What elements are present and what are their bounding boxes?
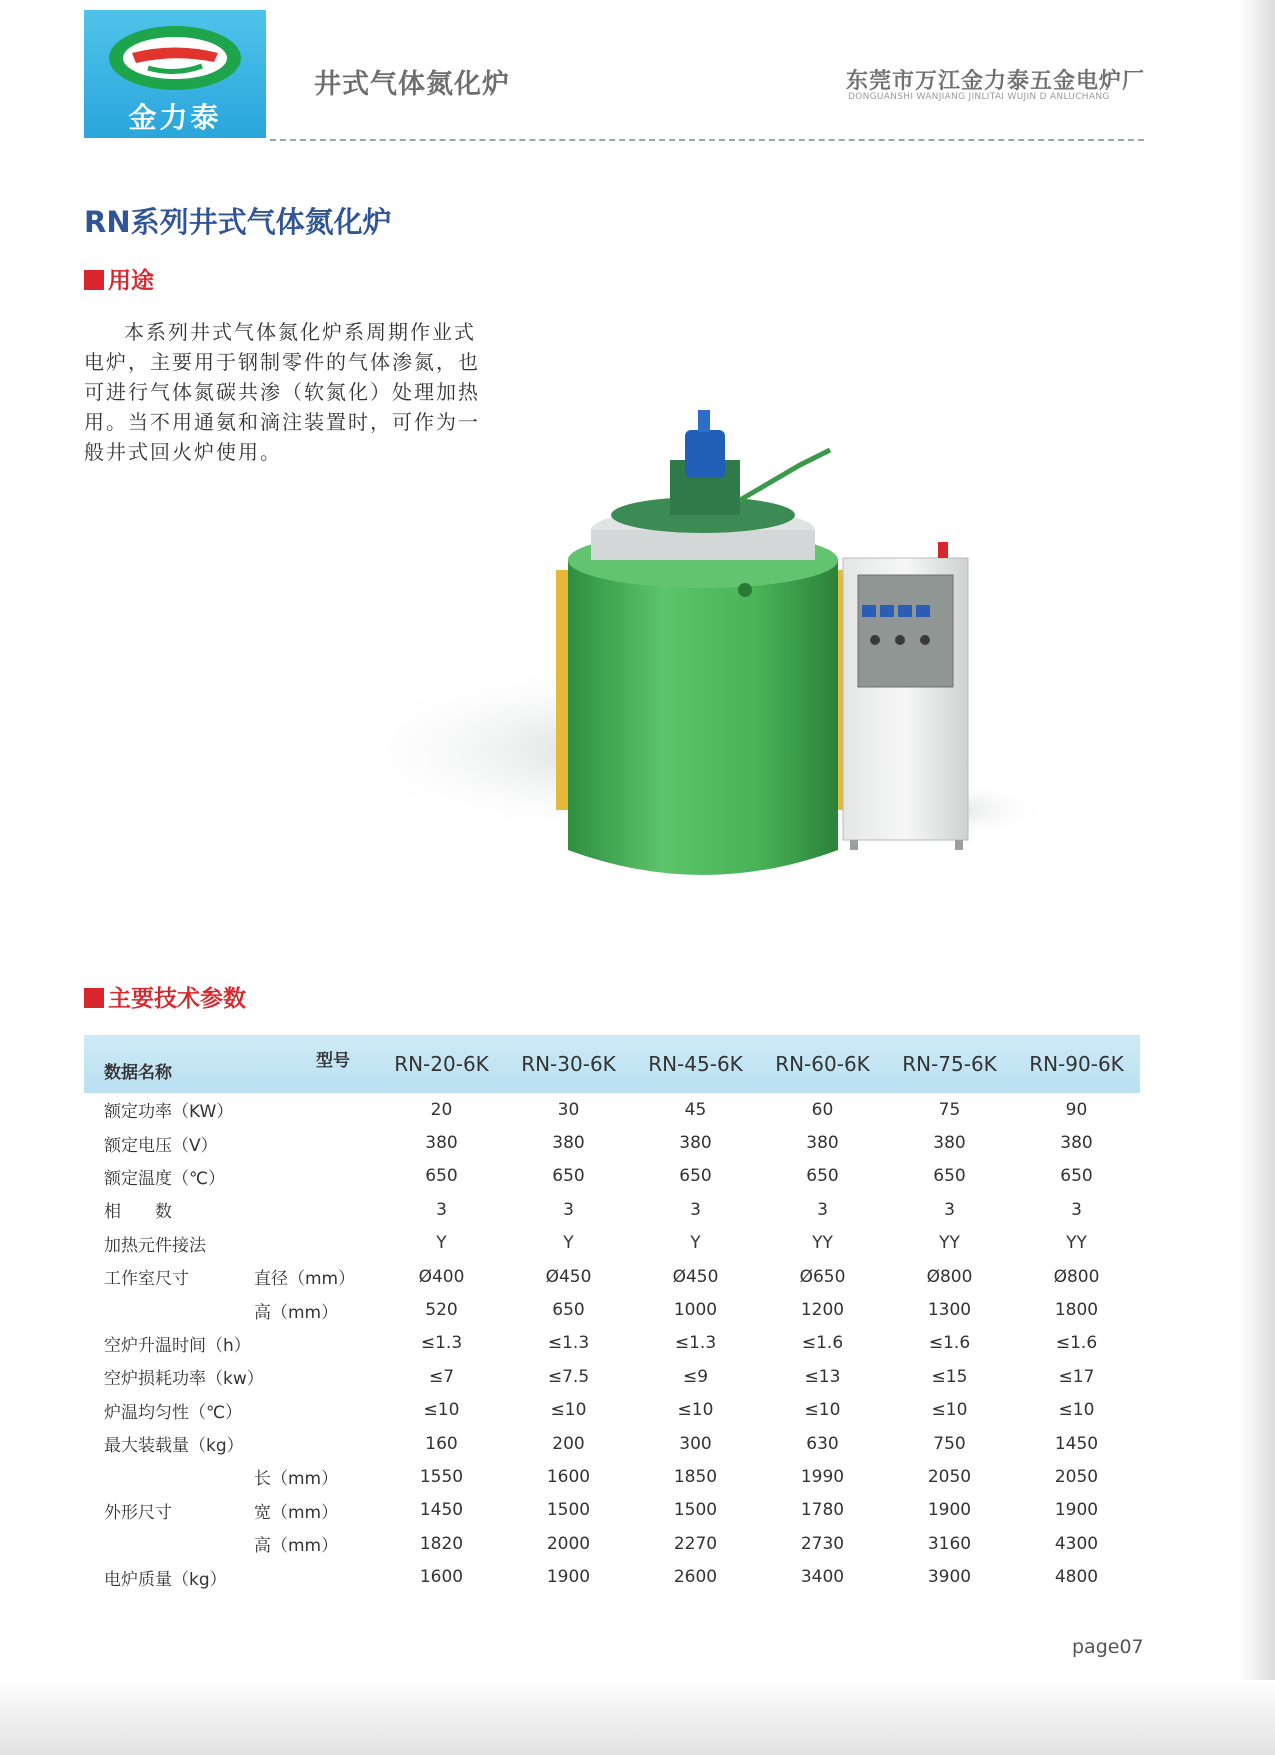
header-title: 井式气体氮化炉 xyxy=(314,69,510,100)
model-header: RN-30-6K xyxy=(521,1052,616,1076)
page-bottom-shadow xyxy=(0,1680,1275,1755)
spec-value: 3900 xyxy=(927,1567,972,1588)
spec-value: ≤1.3 xyxy=(547,1333,590,1354)
spec-value: 380 xyxy=(425,1133,458,1154)
spec-value: 650 xyxy=(552,1166,585,1187)
spec-value: 1550 xyxy=(419,1466,464,1487)
spec-value: 1600 xyxy=(419,1567,464,1588)
spec-value: Y xyxy=(690,1233,701,1254)
spec-sublabel: 长（mm） xyxy=(254,1469,339,1490)
model-header: RN-90-6K xyxy=(1029,1052,1124,1076)
spec-value: 1450 xyxy=(1054,1433,1099,1454)
spec-value: ≤1.3 xyxy=(420,1333,463,1354)
spec-value: Ø450 xyxy=(545,1266,592,1287)
spec-value: 90 xyxy=(1065,1099,1088,1120)
spec-label: 空炉升温时间（h） xyxy=(104,1335,251,1356)
spec-value: ≤10 xyxy=(931,1400,968,1421)
spec-label xyxy=(84,1527,244,1560)
spec-value: 380 xyxy=(933,1133,966,1154)
spec-value: 1500 xyxy=(546,1500,591,1521)
spec-value: 200 xyxy=(552,1433,585,1454)
spec-row xyxy=(84,1327,1140,1360)
section-marker-icon xyxy=(84,988,104,1008)
spec-label: 额定温度（℃） xyxy=(104,1168,226,1189)
spec-value: 3 xyxy=(944,1199,955,1220)
spec-value: 4300 xyxy=(1054,1533,1099,1554)
spec-label xyxy=(84,1460,244,1493)
spec-value: ≤10 xyxy=(1058,1400,1095,1421)
spec-value: 1780 xyxy=(800,1500,845,1521)
spec-value: 3 xyxy=(1071,1199,1082,1220)
spec-value: Ø800 xyxy=(1053,1266,1100,1287)
table-corner-header xyxy=(84,1035,378,1093)
spec-row xyxy=(84,1360,1140,1393)
spec-sublabel: 高（mm） xyxy=(254,1302,339,1323)
spec-value: 30 xyxy=(557,1099,580,1120)
spec-value: Ø800 xyxy=(926,1266,973,1287)
spec-value: YY xyxy=(1066,1233,1087,1254)
spec-value: 20 xyxy=(430,1099,453,1120)
spec-sublabel xyxy=(244,1227,378,1260)
spec-value: 1820 xyxy=(419,1533,464,1554)
spec-value: Ø650 xyxy=(799,1266,846,1287)
spec-value: ≤1.6 xyxy=(928,1333,971,1354)
spec-sublabel xyxy=(244,1427,378,1460)
spec-value: 3 xyxy=(817,1199,828,1220)
spec-value: 60 xyxy=(811,1099,834,1120)
spec-sublabel xyxy=(244,1126,378,1159)
spec-label xyxy=(84,1293,244,1326)
section-marker-icon xyxy=(84,270,104,290)
spec-label: 工作室尺寸 xyxy=(104,1269,189,1290)
spec-value: 380 xyxy=(552,1133,585,1154)
spec-value: 650 xyxy=(933,1166,966,1187)
spec-value: 380 xyxy=(1060,1133,1093,1154)
spec-value: 2600 xyxy=(673,1567,718,1588)
spec-value: 3 xyxy=(436,1199,447,1220)
spec-value: 650 xyxy=(679,1166,712,1187)
spec-sublabel xyxy=(244,1560,378,1593)
spec-row xyxy=(84,1527,1140,1560)
spec-sublabel: 直径（mm） xyxy=(254,1269,356,1290)
spec-value: ≤10 xyxy=(423,1400,460,1421)
spec-value: ≤13 xyxy=(804,1366,841,1387)
spec-value: 650 xyxy=(552,1300,585,1321)
spec-table-body xyxy=(84,1093,1140,1594)
section-usage-heading xyxy=(84,262,154,295)
usage-description: 本系列井式气体氮化炉系周期作业式电炉，主要用于钢制零件的气体渗氮，也可进行气体氮碳共渗（软氮化）处理加热用。当不用通氨和滴注装置时，可作为一般井式回火炉使用。 xyxy=(84,320,480,464)
spec-label: 空炉损耗功率（kw） xyxy=(104,1369,264,1390)
spec-row xyxy=(84,1227,1140,1260)
spec-value: ≤10 xyxy=(677,1400,714,1421)
spec-value: YY xyxy=(939,1233,960,1254)
spec-value: ≤10 xyxy=(804,1400,841,1421)
spec-value: 160 xyxy=(425,1433,458,1454)
spec-row xyxy=(84,1260,1140,1293)
spec-label: 相 数 xyxy=(104,1202,172,1223)
spec-value: 1990 xyxy=(800,1466,845,1487)
spec-value: 1600 xyxy=(546,1466,591,1487)
spec-value: 630 xyxy=(806,1433,839,1454)
spec-row xyxy=(84,1427,1140,1460)
furnace-body xyxy=(556,410,850,875)
spec-value: 1900 xyxy=(1054,1500,1099,1521)
spec-value: ≤10 xyxy=(550,1400,587,1421)
spec-value: 1800 xyxy=(1054,1300,1099,1321)
spec-value: Y xyxy=(436,1233,447,1254)
spec-value: 380 xyxy=(679,1133,712,1154)
column-label-model: 型号 xyxy=(316,1051,350,1071)
section-specs-heading xyxy=(84,980,246,1013)
spec-table xyxy=(84,1035,1140,1594)
spec-value: ≤1.3 xyxy=(674,1333,717,1354)
spec-row xyxy=(84,1560,1140,1593)
spec-value: 520 xyxy=(425,1300,458,1321)
spec-value: 4800 xyxy=(1054,1567,1099,1588)
spec-value: ≤7.5 xyxy=(547,1366,590,1387)
logo-text: 金力泰 xyxy=(128,101,222,134)
company-name-en: DONGUANSHI WANJIANG JINLITAI WUJIN D ANLUCHANG xyxy=(848,92,1110,102)
spec-label: 电炉质量（kg） xyxy=(104,1569,227,1590)
spec-value: ≤1.6 xyxy=(1055,1333,1098,1354)
model-header: RN-60-6K xyxy=(775,1052,870,1076)
spec-label: 加热元件接法 xyxy=(104,1235,206,1256)
spec-sublabel xyxy=(244,1160,378,1193)
spec-value: 650 xyxy=(1060,1166,1093,1187)
spec-sublabel xyxy=(244,1193,378,1226)
spec-sublabel xyxy=(244,1394,378,1427)
spec-value: 2000 xyxy=(546,1533,591,1554)
spec-value: 380 xyxy=(806,1133,839,1154)
spec-row xyxy=(84,1193,1140,1226)
spec-value: Ø400 xyxy=(418,1266,465,1287)
spec-value: ≤7 xyxy=(428,1366,455,1387)
spec-sublabel xyxy=(244,1093,378,1126)
spec-value: 650 xyxy=(425,1166,458,1187)
spec-sublabel xyxy=(244,1327,378,1360)
spec-label: 炉温均匀性（℃） xyxy=(104,1402,243,1423)
spec-sublabel xyxy=(244,1360,378,1393)
section-usage-label: 用途 xyxy=(108,268,154,294)
model-header: RN-45-6K xyxy=(648,1052,743,1076)
spec-row xyxy=(84,1494,1140,1527)
spec-value: 2050 xyxy=(1054,1466,1099,1487)
spec-value: Ø450 xyxy=(672,1266,719,1287)
control-cabinet xyxy=(843,542,968,850)
spec-value: 1000 xyxy=(673,1300,718,1321)
spec-row xyxy=(84,1460,1140,1493)
spec-value: 1850 xyxy=(673,1466,718,1487)
spec-row xyxy=(84,1293,1140,1326)
spec-table-header xyxy=(84,1035,1140,1093)
spec-sublabel: 宽（mm） xyxy=(254,1502,339,1523)
header-divider xyxy=(270,139,1144,141)
spec-row xyxy=(84,1126,1140,1159)
page-title: RN系列井式气体氮化炉 xyxy=(84,205,392,239)
spec-value: 2730 xyxy=(800,1533,845,1554)
spec-value: 2050 xyxy=(927,1466,972,1487)
spec-value: 3 xyxy=(690,1199,701,1220)
spec-value: ≤1.6 xyxy=(801,1333,844,1354)
spec-sublabel: 高（mm） xyxy=(254,1536,339,1557)
company-logo xyxy=(84,10,266,138)
spec-value: 300 xyxy=(679,1433,712,1454)
spec-value: 1900 xyxy=(546,1567,591,1588)
spec-value: 3160 xyxy=(927,1533,972,1554)
spec-row xyxy=(84,1160,1140,1193)
section-specs-label: 主要技术参数 xyxy=(108,986,246,1012)
spec-value: 75 xyxy=(938,1099,961,1120)
furnace-product-image xyxy=(330,410,1130,930)
spec-value: 3 xyxy=(563,1199,574,1220)
page-number: page07 xyxy=(1072,1636,1144,1658)
model-header: RN-20-6K xyxy=(394,1052,489,1076)
spec-row xyxy=(84,1093,1140,1126)
spec-value: 650 xyxy=(806,1166,839,1187)
spec-value: 2270 xyxy=(673,1533,718,1554)
spec-value: 1500 xyxy=(673,1500,718,1521)
spec-value: 3400 xyxy=(800,1567,845,1588)
spec-value: YY xyxy=(812,1233,833,1254)
spec-value: 45 xyxy=(684,1099,707,1120)
company-name-cn: 东莞市万江金力泰五金电炉厂 xyxy=(846,69,1146,94)
spec-value: ≤9 xyxy=(682,1366,709,1387)
spec-value: 1300 xyxy=(927,1300,972,1321)
model-header: RN-75-6K xyxy=(902,1052,997,1076)
spec-value: ≤15 xyxy=(931,1366,968,1387)
spec-label: 额定电压（V） xyxy=(104,1135,218,1156)
spec-label: 最大装载量（kg） xyxy=(104,1436,244,1457)
spec-row xyxy=(84,1394,1140,1427)
spec-value: 1900 xyxy=(927,1500,972,1521)
spec-value: Y xyxy=(563,1233,574,1254)
spec-label: 额定功率（KW） xyxy=(104,1102,234,1123)
page-edge-shadow xyxy=(1238,0,1275,1755)
spec-value: ≤17 xyxy=(1058,1366,1095,1387)
spec-value: 1200 xyxy=(800,1300,845,1321)
spec-value: 1450 xyxy=(419,1500,464,1521)
column-label-name: 数据名称 xyxy=(104,1063,172,1083)
spec-value: 750 xyxy=(933,1433,966,1454)
spec-label: 外形尺寸 xyxy=(104,1502,172,1523)
